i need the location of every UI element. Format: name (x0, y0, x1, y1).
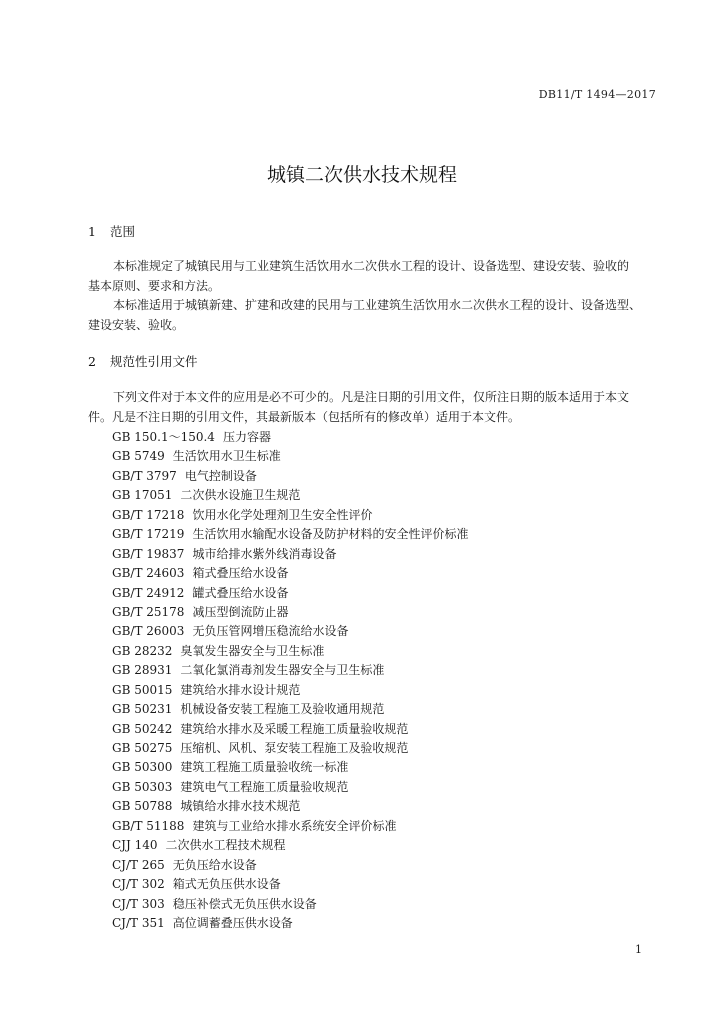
reference-name: 城市给排水紫外线消毒设备 (192, 546, 337, 561)
standard-code: DB11/T 1494—2017 (538, 88, 656, 101)
scope-paragraph-2 (88, 296, 658, 335)
reference-name: 箱式无负压供水设备 (172, 877, 281, 892)
reference-item (112, 700, 468, 719)
reference-item (112, 895, 468, 914)
reference-code: GB 28232 (112, 643, 173, 658)
reference-name: 罐式叠压给水设备 (192, 585, 289, 600)
reference-code: GB/T 26003 (112, 624, 185, 639)
reference-name: 减压型倒流防止器 (192, 604, 289, 619)
reference-item (112, 856, 468, 875)
reference-code: GB/T 17218 (112, 507, 185, 522)
reference-item (112, 447, 468, 466)
page-number: 1 (635, 943, 642, 956)
reference-name: 压缩机、风机、泵安装工程施工及验收规范 (180, 741, 409, 755)
reference-code: GB 150.1～150.4 (112, 430, 215, 444)
reference-code: GB 50275 (112, 741, 173, 755)
section-heading-normative-references (88, 352, 198, 370)
section-heading-scope (88, 222, 135, 240)
reference-code: GB 50242 (112, 721, 173, 736)
reference-name: 饮用水化学处理剂卫生安全性评价 (192, 507, 373, 522)
reference-code: CJ/T 303 (112, 896, 165, 911)
reference-item (112, 720, 468, 739)
reference-item (112, 681, 468, 700)
reference-item (112, 875, 468, 894)
reference-code: GB/T 24912 (112, 585, 185, 600)
reference-code: GB 28931 (112, 663, 173, 678)
reference-name: 二次供水设施卫生规范 (180, 488, 301, 503)
references-intro-paragraph (88, 388, 658, 427)
paragraph-line: 本标准适用于城镇新建、扩建和改建的民用与工业建筑生活饮用水二次供水工程的设计、设备选型、 (113, 298, 642, 312)
reference-item (112, 584, 468, 603)
reference-item (112, 642, 468, 661)
reference-item (112, 817, 468, 836)
reference-name: 无负压管网增压稳流给水设备 (192, 624, 349, 639)
reference-name: 无负压给水设备 (172, 857, 257, 872)
section-number: 1 (88, 224, 96, 239)
reference-code: CJ/T 302 (112, 877, 165, 892)
paragraph-line: 件。凡是不注日期的引用文件，其最新版本（包括所有的修改单）适用于本文件。 (88, 409, 521, 424)
reference-name: 城镇给水排水技术规范 (180, 799, 301, 814)
reference-name: 臭氧发生器安全与卫生标准 (180, 643, 325, 658)
reference-code: GB 17051 (112, 488, 173, 503)
reference-item (112, 739, 468, 758)
reference-code: CJ/T 351 (112, 915, 165, 930)
reference-code: GB/T 25178 (112, 604, 185, 619)
reference-item (112, 564, 468, 583)
reference-name: 二氧化氯消毒剂发生器安全与卫生标准 (180, 663, 385, 678)
reference-name: 建筑与工业给水排水系统安全评价标准 (192, 818, 397, 833)
reference-item (112, 661, 468, 680)
reference-name: 建筑给水排水设计规范 (180, 682, 301, 697)
reference-code: GB 50015 (112, 682, 173, 697)
document-title: 城镇二次供水技术规程 (266, 164, 457, 186)
reference-code: GB/T 24603 (112, 566, 185, 581)
reference-item (112, 506, 468, 525)
section-title: 范围 (109, 224, 135, 239)
reference-name: 压力容器 (222, 430, 271, 444)
reference-item (112, 836, 468, 855)
reference-item (112, 525, 468, 544)
reference-item (112, 622, 468, 641)
reference-name: 生活饮用水卫生标准 (172, 449, 281, 464)
reference-code: GB 50300 (112, 760, 173, 775)
reference-code: GB/T 3797 (112, 468, 177, 483)
reference-name: 生活饮用水输配水设备及防护材料的安全性评价标准 (192, 527, 469, 542)
reference-name: 箱式叠压给水设备 (192, 566, 289, 581)
reference-item (112, 428, 468, 447)
reference-code: GB 50788 (112, 799, 173, 814)
reference-name: 高位调蓄叠压供水设备 (172, 915, 293, 930)
section-title: 规范性引用文件 (109, 354, 198, 369)
reference-code: GB/T 17219 (112, 527, 185, 542)
reference-item (112, 914, 468, 933)
reference-code: GB 50231 (112, 702, 173, 717)
reference-name: 二次供水工程技术规程 (165, 838, 286, 853)
reference-name: 电气控制设备 (184, 468, 257, 483)
reference-name: 机械设备安装工程施工及验收通用规范 (180, 702, 385, 717)
reference-item (112, 603, 468, 622)
reference-name: 建筑给水排水及采暖工程施工质量验收规范 (180, 721, 409, 736)
paragraph-line: 建设安装、验收。 (88, 317, 185, 332)
reference-code: GB/T 19837 (112, 546, 185, 561)
scope-paragraph-1 (88, 257, 658, 296)
reference-name: 建筑工程施工质量验收统一标准 (180, 760, 349, 775)
reference-item (112, 778, 468, 797)
reference-item (112, 545, 468, 564)
reference-code: GB/T 51188 (112, 818, 185, 833)
reference-name: 稳压补偿式无负压供水设备 (172, 896, 317, 911)
section-number: 2 (88, 354, 96, 369)
paragraph-line: 本标准规定了城镇民用与工业建筑生活饮用水二次供水工程的设计、设备选型、建设安装、验收的 (113, 259, 630, 273)
reference-code: GB 5749 (112, 449, 165, 464)
reference-code: CJ/T 265 (112, 857, 165, 872)
reference-name: 建筑电气工程施工质量验收规范 (180, 779, 349, 794)
reference-item (112, 467, 468, 486)
reference-item (112, 758, 468, 777)
reference-list (112, 428, 468, 933)
reference-item (112, 486, 468, 505)
paragraph-line: 下列文件对于本文件的应用是必不可少的。凡是注日期的引用文件，仅所注日期的版本适用于本文 (113, 390, 630, 404)
reference-item (112, 797, 468, 816)
paragraph-line: 基本原则、要求和方法。 (88, 278, 221, 293)
reference-code: CJJ 140 (112, 838, 158, 853)
reference-code: GB 50303 (112, 779, 173, 794)
